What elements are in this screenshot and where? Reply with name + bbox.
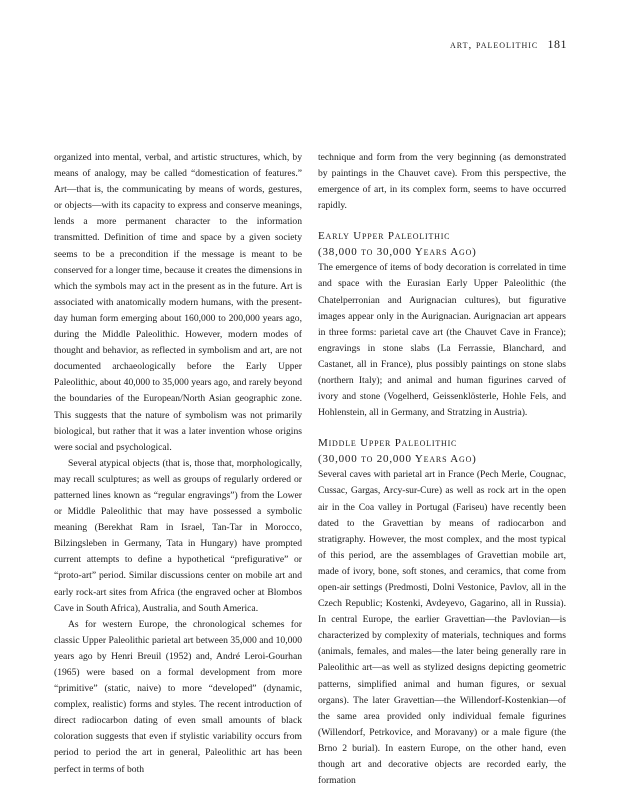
section-heading-dates: (30,000 to 20,000 Years Ago) [318, 453, 477, 466]
running-head [450, 37, 567, 52]
left-column [54, 150, 302, 778]
right-column [318, 150, 566, 789]
page-number: 181 [547, 37, 567, 51]
section-heading-title: Middle Upper Paleolithic [318, 437, 458, 450]
section-heading [318, 435, 566, 467]
section-heading-title: Early Upper Paleolithic [318, 230, 451, 243]
paragraph: organized into mental, verbal, and artistic structures, which, by means of analogy, may be called “domestication of features.” Art—that is, the communicating by means of words, gestures, or objects—with its capacity to express and conserve meanings, lends a more permanent character to the information transmitted. Definition of time and space by a given society seems to be a precondition if the message is meant to be conserved for a longer time, because it creates the dimensions in which the symbols may act in the present as in the future. Art is associated with anatomically modern humans, with the present-day human form emerging about 160,000 to 200,000 years ago, during the Middle Paleolithic. However, modern modes of thought and behavior, as reflected in symbolism and art, are not documented archaeologically before the Early Upper Paleolithic, about 40,000 to 35,000 years ago, and rarely beyond the boundaries of the European/North Asian geographic zone. This suggests that the nature of symbolism was not primarily biological, but rather that it was a later invention whose origins were social and psychological. [54, 152, 302, 453]
paragraph: As for western Europe, the chronological schemes for classic Upper Paleolithic parietal art between 35,000 and 10,000 years ago by Henri Breuil (1952) and, André Leroi-Gourhan (1965) were based on a formal development from more “primitive” (static, naive) to more “developed” (dynamic, complex, realistic) forms and styles. The recent introduction of direct radiocarbon dating of even small amounts of black coloration suggests that even if stylistic variability occurs from period to period the art in general, Paleolithic art has been perfect in terms of both [54, 618, 302, 775]
section-heading-dates: (38,000 to 30,000 Years Ago) [318, 246, 477, 259]
paragraph: The emergence of items of body decoration is correlated in time and space with the Eurasian Early Upper Paleolithic (the Chatelperronian and Aurignacian cultures), but figurative images appear only in the Aurignacian. Aurignacian art appears in three forms: parietal cave art (the Chauvet Cave in France); engravings in stone slabs (La Ferrassie, Blanchard, and Castanet, all in France), plus possibly paintings on stone slabs (northern Italy); and animal and human figurines carved of ivory and stone (Vogelherd, Geissenklösterle, Hohle Fels, and Hohlenstein, all in Germany, and Stratzing in Austria). [318, 262, 566, 419]
paragraph: Several caves with parietal art in France (Pech Merle, Cougnac, Cussac, Gargas, Arcy-sur-Cure) as well as rock art in the open air in the Coa valley in Portugal (Fariseu) have recently been dated to the Gravettian by means of radiocarbon and stratigraphy. However, the most complex, and the most typical of this period, are the assemblages of Gravettian mobile art, made of ivory, bone, soft stones, and ceramics, that come from open-air settings (Predmosti, Dolni Vestonice, Pavlov, all in the Czech Republic; Kostenki, Avdeyevo, Gagarino, all in Russia). In central Europe, the earlier Gravettian—the Pavlovian—is characterized by complexity of materials, techniques and forms (animals, females, and males—the later being generally rare in Paleolithic art—as well as stylized designs depicting geometric patterns, simplified animal and human figures, or sexual organs). The later Gravettian—the Willendorf-Kostenkian—of the same area provided only individual female figurines (Willendorf, Petrkovice, and Moravany) or a male figure (the Brno 2 burial). In eastern Europe, on the other hand, even though art and decorative objects are recorded early, the formation [318, 469, 566, 787]
paragraph: Several atypical objects (that is, those that, morphologically, may recall sculptures; as well as groups of regularly ordered or patterned lines known as “regular engravings”) from the Lower or Middle Paleolithic that may have possessed a symbolic meaning (Berekhat Ram in Israel, Tan-Tar in Morocco, Bilzingsleben in Germany, Tata in Hungary) have prompted current attempts to define a hypothetical “prefigurative” or “proto-art” period. Similar discussions center on mobile art and early rock-art sites from Africa (the engraved ocher at Blombos Cave in South Africa), Australia, and South America. [54, 457, 302, 614]
section-heading [318, 228, 566, 260]
paragraph: technique and form from the very beginning (as demonstrated by paintings in the Chauvet cave). From this perspective, the emergence of art, in its complex form, seems to have occurred rapidly. [318, 152, 566, 212]
running-head-title: art, paleolithic [449, 39, 539, 51]
